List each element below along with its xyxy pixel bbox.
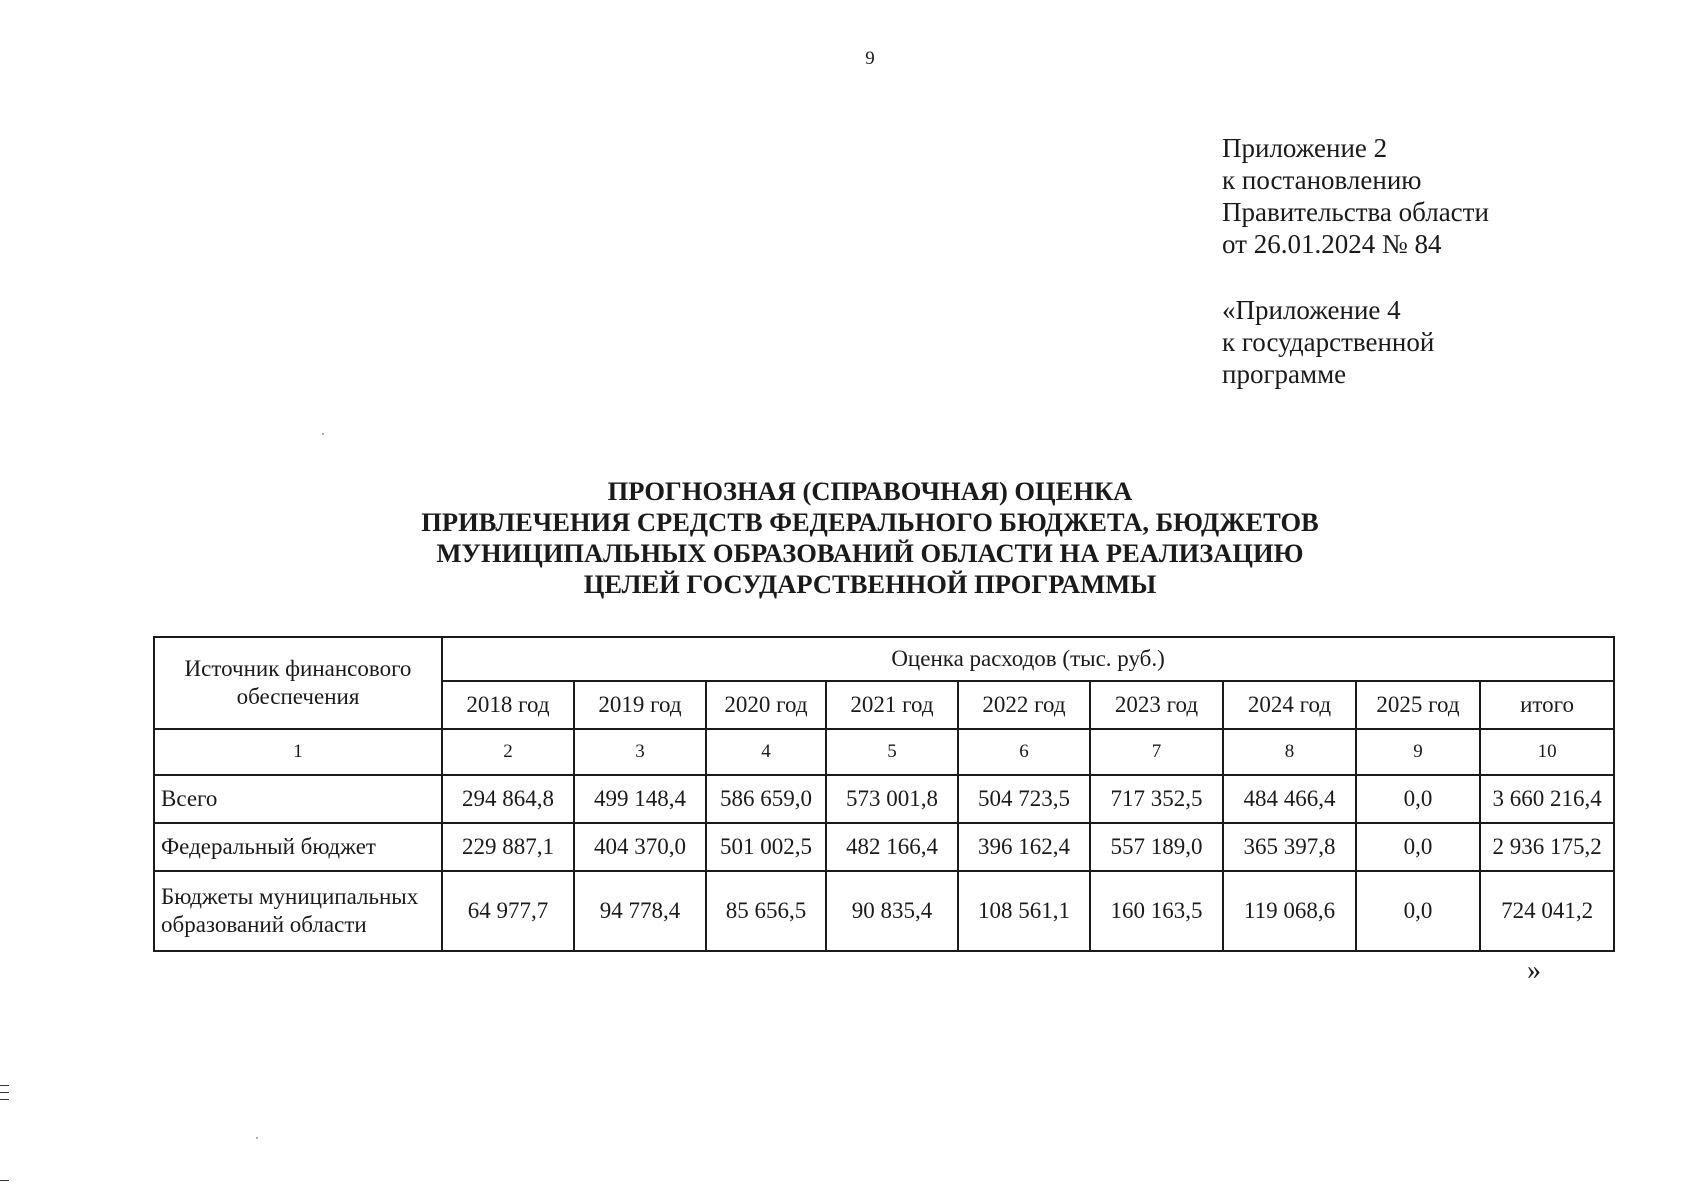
column-number: 10 (1480, 729, 1614, 775)
table-cell: 85 656,5 (706, 871, 826, 951)
table-cell: 0,0 (1356, 871, 1480, 951)
table-cell: 119 068,6 (1223, 871, 1356, 951)
table-cell: 0,0 (1356, 775, 1480, 823)
table-cell: 501 002,5 (706, 823, 826, 871)
year-header: 2019 год (574, 681, 706, 729)
table-cell: 504 723,5 (958, 775, 1090, 823)
table-cell: 557 189,0 (1090, 823, 1223, 871)
budget-estimate-table (153, 636, 1615, 952)
quoted-appendix-line: к государственной (1222, 327, 1435, 357)
quoted-appendix-line: программе (1222, 359, 1347, 389)
year-header: 2024 год (1223, 681, 1356, 729)
scan-margin-mark (0, 1099, 9, 1100)
appendix-line: Правительства области (1222, 197, 1489, 227)
table-cell: 94 778,4 (574, 871, 706, 951)
table-row (154, 823, 1614, 871)
quoted-appendix-line: «Приложение 4 (1222, 295, 1401, 325)
table-cell: 2 936 175,2 (1480, 823, 1614, 871)
table-cell: 160 163,5 (1090, 871, 1223, 951)
page-number: 9 (865, 48, 875, 69)
closing-quote: » (1527, 955, 1541, 986)
appendix-line: от 26.01.2024 № 84 (1222, 229, 1442, 259)
source-column-header: Источник финансового обеспечения (154, 637, 442, 729)
column-number: 5 (826, 729, 958, 775)
appendix-line: Приложение 2 (1222, 133, 1388, 163)
scan-speck (256, 1137, 258, 1139)
table-row (154, 775, 1614, 823)
table-cell: 108 561,1 (958, 871, 1090, 951)
column-number: 2 (442, 729, 574, 775)
column-number: 7 (1090, 729, 1223, 775)
table-cell: 3 660 216,4 (1480, 775, 1614, 823)
table-cell: 229 887,1 (442, 823, 574, 871)
column-number: 9 (1356, 729, 1480, 775)
title-line: ПРИВЛЕЧЕНИЯ СРЕДСТВ ФЕДЕРАЛЬНОГО БЮДЖЕТА, БЮДЖЕТОВ (421, 507, 1319, 537)
title-line: ЦЕЛЕЙ ГОСУДАРСТВЕННОЙ ПРОГРАММЫ (583, 569, 1157, 599)
year-header: 2018 год (442, 681, 574, 729)
row-label-municipal: Бюджеты муниципальных образований области (154, 871, 442, 951)
table-cell: 294 864,8 (442, 775, 574, 823)
document-title (300, 476, 1440, 600)
table-cell: 482 166,4 (826, 823, 958, 871)
estimate-header: Оценка расходов (тыс. руб.) (442, 637, 1614, 681)
scan-margin-mark (0, 1092, 9, 1093)
table-cell: 365 397,8 (1223, 823, 1356, 871)
row-label-federal: Федеральный бюджет (154, 823, 442, 871)
table-cell: 724 041,2 (1480, 871, 1614, 951)
column-number: 3 (574, 729, 706, 775)
column-number-row (154, 729, 1614, 775)
column-number: 1 (154, 729, 442, 775)
year-header: 2022 год (958, 681, 1090, 729)
year-header: 2020 год (706, 681, 826, 729)
appendix-line: к постановлению (1222, 165, 1422, 195)
table-cell: 90 835,4 (826, 871, 958, 951)
year-header: 2021 год (826, 681, 958, 729)
scan-margin-mark (0, 1085, 9, 1086)
table-cell: 717 352,5 (1090, 775, 1223, 823)
table-cell: 0,0 (1356, 823, 1480, 871)
table-cell: 404 370,0 (574, 823, 706, 871)
title-line: ПРОГНОЗНАЯ (СПРАВОЧНАЯ) ОЦЕНКА (607, 476, 1133, 506)
appendix-reference (1222, 132, 1489, 390)
column-number: 4 (706, 729, 826, 775)
table-cell: 484 466,4 (1223, 775, 1356, 823)
year-header: 2025 год (1356, 681, 1480, 729)
scan-margin-mark (0, 1180, 9, 1181)
table-row (154, 871, 1614, 951)
column-number: 8 (1223, 729, 1356, 775)
year-header: 2023 год (1090, 681, 1223, 729)
table-cell: 573 001,8 (826, 775, 958, 823)
column-number: 6 (958, 729, 1090, 775)
title-line: МУНИЦИПАЛЬНЫХ ОБРАЗОВАНИЙ ОБЛАСТИ НА РЕАЛИЗАЦИЮ (436, 538, 1304, 568)
total-header: итого (1480, 681, 1614, 729)
table-cell: 396 162,4 (958, 823, 1090, 871)
table-cell: 499 148,4 (574, 775, 706, 823)
row-label-total: Всего (154, 775, 442, 823)
table-cell: 586 659,0 (706, 775, 826, 823)
table-cell: 64 977,7 (442, 871, 574, 951)
scan-speck (322, 433, 324, 435)
